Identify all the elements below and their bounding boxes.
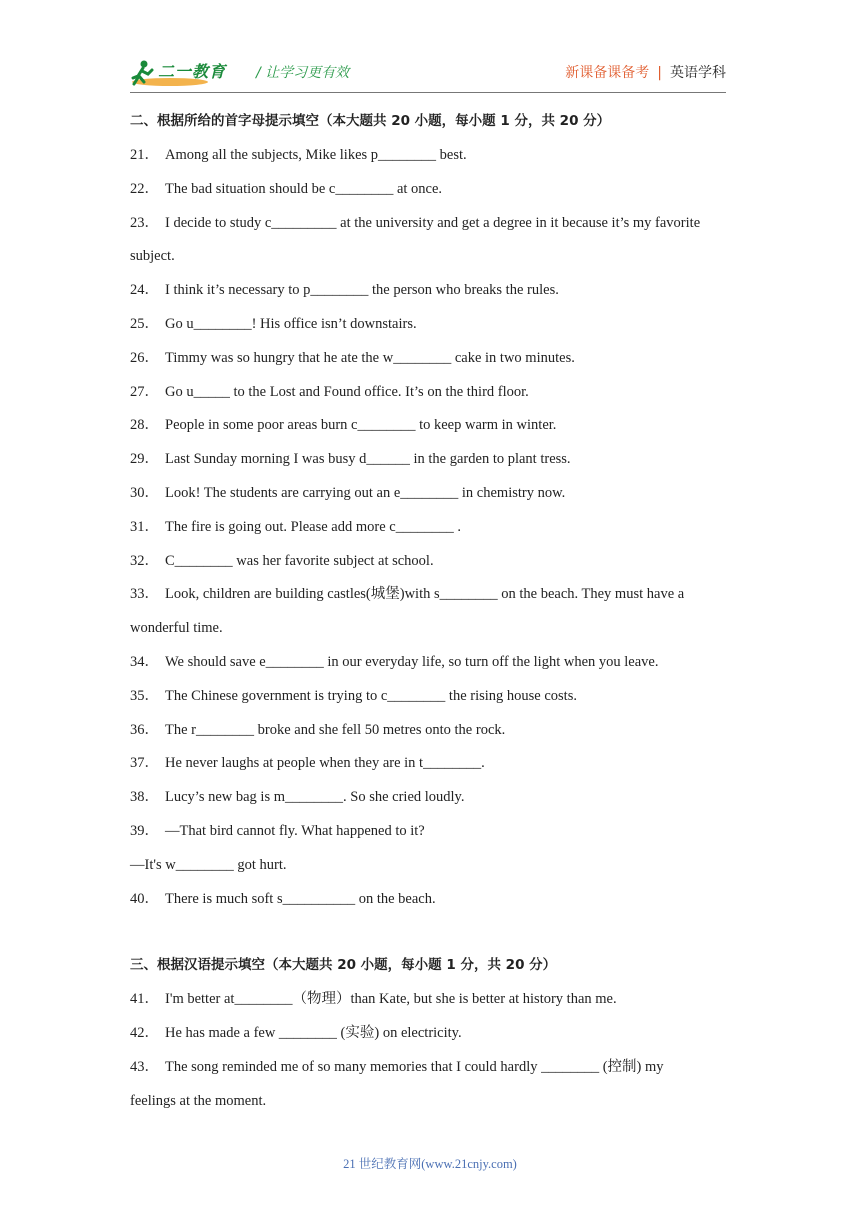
question-text: People in some poor areas burn c________ to keep warm in winter.	[165, 417, 557, 434]
question-text: The Chinese government is trying to c________ the rising house costs.	[165, 687, 577, 704]
slogan: / 让学习更有效	[256, 65, 350, 81]
question-line	[130, 514, 730, 548]
question-text: There is much soft s__________ on the beach.	[165, 890, 436, 907]
question-number: 24．	[130, 282, 159, 299]
question-text: Go u_____ to the Lost and Found office. It’s on the third floor.	[165, 383, 529, 400]
question-text: subject.	[130, 248, 175, 265]
question-text: I decide to study c_________ at the university and get a degree in it because it’s my favorite	[165, 214, 701, 231]
page-header	[130, 54, 726, 90]
question-line	[130, 277, 730, 311]
question-text: We should save e________ in our everyday life, so turn off the light when you leave.	[165, 653, 659, 670]
question-line	[130, 784, 730, 818]
question-line	[130, 1020, 730, 1054]
question-line	[130, 581, 730, 615]
question-number: 35．	[130, 687, 159, 704]
question-line	[130, 345, 730, 379]
question-text: Lucy’s new bag is m________. So she cried loudly.	[165, 789, 465, 806]
header-divider	[130, 92, 726, 93]
question-number: 28．	[130, 417, 159, 434]
header-right	[565, 62, 726, 82]
footer-text: 21 世纪教育网(www.21cnjy.com)	[343, 1157, 517, 1171]
question-number: 31．	[130, 518, 159, 535]
question-line	[130, 412, 730, 446]
question-number: 22．	[130, 180, 159, 197]
question-text: Look! The students are carrying out an e________ in chemistry now.	[165, 484, 566, 501]
question-line	[130, 142, 730, 176]
question-text: The bad situation should be c________ at once.	[165, 180, 443, 197]
question-line	[130, 886, 730, 920]
question-number: 43．	[130, 1058, 159, 1075]
question-line	[130, 548, 730, 582]
question-text: He has made a few ________ (实验) on electricity.	[165, 1025, 462, 1042]
section2-title: 二、根据所给的首字母提示填空（本大题共 20 小题，每小题 1 分，共 20 分）	[130, 113, 611, 129]
question-number: 41．	[130, 991, 159, 1008]
question-number: 32．	[130, 552, 159, 569]
question-number: 36．	[130, 721, 159, 738]
question-line	[130, 210, 730, 244]
question-line	[130, 311, 730, 345]
question-number: 34．	[130, 653, 159, 670]
course-label: 新课备课备考	[565, 65, 650, 81]
question-number: 26．	[130, 349, 159, 366]
question-text: Among all the subjects, Mike likes p________ best.	[165, 147, 467, 163]
question-line	[130, 852, 730, 886]
question-line	[130, 446, 730, 480]
question-number: 33．	[130, 586, 159, 603]
question-text: —That bird cannot fly. What happened to it?	[165, 822, 425, 839]
question-number: 29．	[130, 451, 159, 468]
question-line	[130, 649, 730, 683]
question-text: Look, children are building castles(城堡)with s________ on the beach. They must have a	[165, 586, 685, 603]
question-line	[130, 717, 730, 751]
question-line	[130, 1054, 730, 1088]
question-number: 30．	[130, 484, 159, 501]
question-line	[130, 243, 730, 277]
question-text: feelings at the moment.	[130, 1092, 267, 1109]
question-number: 37．	[130, 755, 159, 772]
question-text: Timmy was so hungry that he ate the w________ cake in two minutes.	[165, 349, 575, 366]
question-number: 23．	[130, 214, 159, 231]
question-text: wonderful time.	[130, 620, 223, 637]
question-text: The song reminded me of so many memories that I could hardly ________ (控制) my	[165, 1058, 664, 1075]
section3-questions	[130, 986, 730, 1121]
question-line	[130, 379, 730, 413]
subject-label: 英语学科	[670, 65, 726, 81]
section-gap	[130, 919, 730, 952]
question-number: 27．	[130, 383, 159, 400]
question-number: 38．	[130, 789, 159, 806]
question-text: Go u________! His office isn’t downstairs.	[165, 315, 417, 332]
question-line	[130, 986, 730, 1020]
question-number: 21．	[130, 147, 159, 163]
question-text: He never laughs at people when they are in t________.	[165, 755, 485, 772]
header-separator: |	[657, 65, 662, 81]
question-number: 40．	[130, 890, 159, 907]
question-line	[130, 750, 730, 784]
question-line	[130, 176, 730, 210]
question-text: The r________ broke and she fell 50 metres onto the rock.	[165, 721, 506, 738]
logo-text: 二一教育	[158, 62, 227, 81]
section2-questions	[130, 142, 730, 919]
question-text: —It's w________ got hurt.	[130, 856, 287, 873]
question-text: I'm better at________（物理）than Kate, but she is better at history than me.	[165, 991, 617, 1008]
question-text: C________ was her favorite subject at school.	[165, 552, 434, 569]
question-text: I think it’s necessary to p________ the person who breaks the rules.	[165, 282, 559, 299]
question-number: 25．	[130, 315, 159, 332]
section3-title: 三、根据汉语提示填空（本大题共 20 小题，每小题 1 分，共 20 分）	[130, 957, 557, 974]
question-text: Last Sunday morning I was busy d______ in the garden to plant tress.	[165, 451, 571, 468]
question-line	[130, 615, 730, 649]
question-number: 42．	[130, 1025, 159, 1042]
worksheet-content	[130, 108, 730, 1122]
question-line	[130, 818, 730, 852]
question-line	[130, 683, 730, 717]
question-line	[130, 1088, 730, 1122]
question-number: 39．	[130, 822, 159, 839]
question-line	[130, 480, 730, 514]
question-text: The fire is going out. Please add more c________ .	[165, 518, 461, 535]
